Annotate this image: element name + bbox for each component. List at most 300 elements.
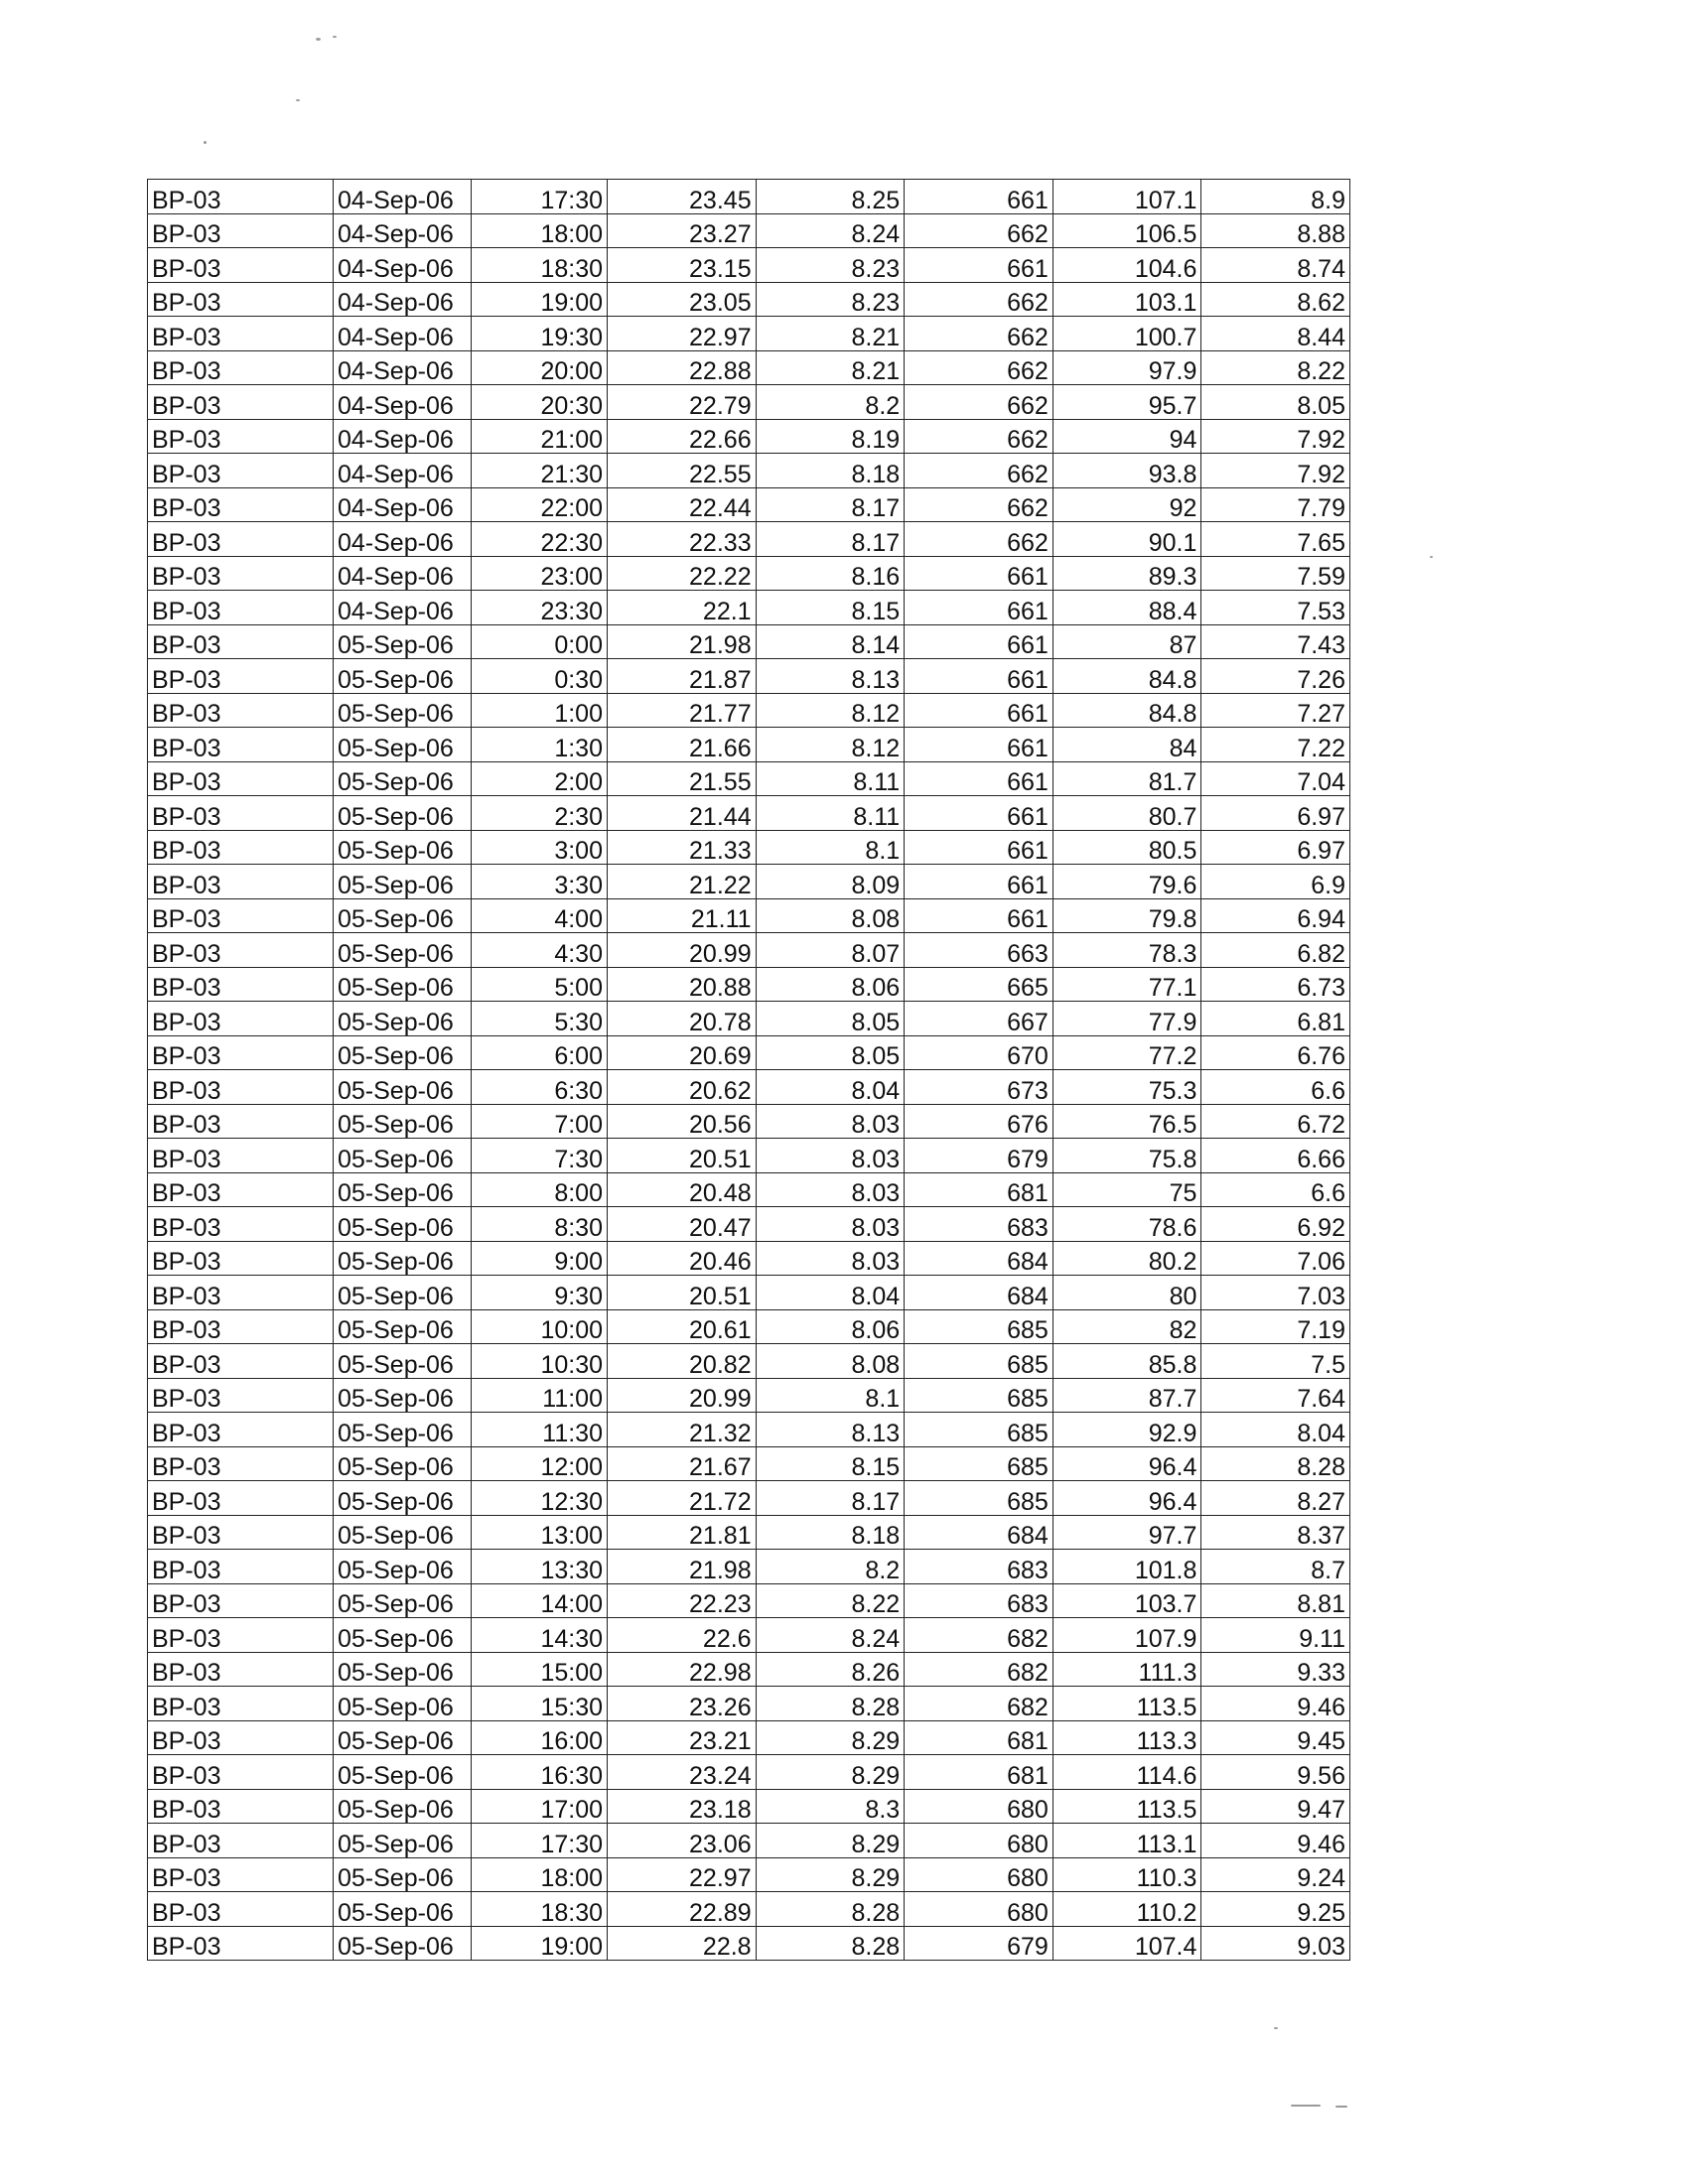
cell-site: BP-03 <box>148 454 334 488</box>
cell-date: 04-Sep-06 <box>334 522 472 557</box>
cell-val3: 663 <box>905 933 1053 968</box>
cell-date: 05-Sep-06 <box>334 1481 472 1516</box>
table-row <box>148 1207 1350 1242</box>
cell-val3: 679 <box>905 1926 1053 1961</box>
cell-val2: 8.28 <box>756 1926 905 1961</box>
cell-site: BP-03 <box>148 1070 334 1105</box>
table-row <box>148 1857 1350 1892</box>
cell-date: 05-Sep-06 <box>334 761 472 796</box>
cell-val5: 6.73 <box>1201 967 1350 1002</box>
cell-val4: 106.5 <box>1052 213 1201 248</box>
cell-date: 04-Sep-06 <box>334 317 472 351</box>
cell-site: BP-03 <box>148 1172 334 1207</box>
cell-site: BP-03 <box>148 1309 334 1344</box>
cell-val4: 93.8 <box>1052 454 1201 488</box>
cell-val3: 661 <box>905 624 1053 659</box>
cell-val3: 684 <box>905 1276 1053 1310</box>
table-row <box>148 1515 1350 1550</box>
cell-val5: 7.59 <box>1201 556 1350 591</box>
cell-time: 19:00 <box>472 282 608 317</box>
table-row <box>148 1687 1350 1721</box>
cell-val4: 101.8 <box>1052 1550 1201 1584</box>
cell-site: BP-03 <box>148 248 334 283</box>
cell-time: 15:00 <box>472 1652 608 1687</box>
cell-val4: 79.8 <box>1052 898 1201 933</box>
cell-val3: 684 <box>905 1515 1053 1550</box>
cell-time: 6:00 <box>472 1035 608 1070</box>
cell-val5: 8.74 <box>1201 248 1350 283</box>
cell-val1: 22.97 <box>608 1857 757 1892</box>
cell-val5: 9.46 <box>1201 1687 1350 1721</box>
cell-val1: 22.44 <box>608 487 757 522</box>
cell-val1: 23.15 <box>608 248 757 283</box>
cell-val1: 20.48 <box>608 1172 757 1207</box>
cell-val1: 22.89 <box>608 1892 757 1927</box>
cell-val3: 682 <box>905 1687 1053 1721</box>
cell-val4: 100.7 <box>1052 317 1201 351</box>
cell-time: 9:00 <box>472 1241 608 1276</box>
cell-val4: 92 <box>1052 487 1201 522</box>
cell-val4: 80.2 <box>1052 1241 1201 1276</box>
table-body <box>148 180 1350 1961</box>
table-row <box>148 1035 1350 1070</box>
cell-val3: 685 <box>905 1446 1053 1481</box>
cell-val2: 8.18 <box>756 1515 905 1550</box>
cell-val5: 6.6 <box>1201 1172 1350 1207</box>
cell-val5: 8.28 <box>1201 1446 1350 1481</box>
cell-time: 7:00 <box>472 1104 608 1139</box>
cell-val4: 77.9 <box>1052 1002 1201 1036</box>
cell-time: 16:30 <box>472 1755 608 1790</box>
table-row <box>148 1378 1350 1413</box>
cell-time: 10:30 <box>472 1344 608 1379</box>
cell-val5: 9.56 <box>1201 1755 1350 1790</box>
table-row <box>148 1241 1350 1276</box>
cell-val4: 107.4 <box>1052 1926 1201 1961</box>
cell-date: 05-Sep-06 <box>334 1583 472 1618</box>
cell-val4: 87.7 <box>1052 1378 1201 1413</box>
cell-site: BP-03 <box>148 591 334 625</box>
cell-val1: 22.8 <box>608 1926 757 1961</box>
cell-val4: 77.1 <box>1052 967 1201 1002</box>
cell-val4: 80 <box>1052 1276 1201 1310</box>
cell-site: BP-03 <box>148 967 334 1002</box>
cell-date: 04-Sep-06 <box>334 350 472 385</box>
cell-date: 05-Sep-06 <box>334 1824 472 1858</box>
cell-site: BP-03 <box>148 282 334 317</box>
cell-val3: 661 <box>905 693 1053 728</box>
cell-site: BP-03 <box>148 1413 334 1447</box>
cell-val4: 96.4 <box>1052 1446 1201 1481</box>
cell-site: BP-03 <box>148 898 334 933</box>
cell-val3: 661 <box>905 556 1053 591</box>
scan-speck <box>1291 2105 1321 2107</box>
cell-val5: 8.7 <box>1201 1550 1350 1584</box>
cell-val2: 8.03 <box>756 1241 905 1276</box>
cell-val1: 20.51 <box>608 1139 757 1173</box>
table-row <box>148 898 1350 933</box>
cell-val2: 8.07 <box>756 933 905 968</box>
cell-val5: 9.25 <box>1201 1892 1350 1927</box>
cell-site: BP-03 <box>148 350 334 385</box>
cell-site: BP-03 <box>148 556 334 591</box>
table-row <box>148 282 1350 317</box>
cell-val5: 7.64 <box>1201 1378 1350 1413</box>
cell-val4: 77.2 <box>1052 1035 1201 1070</box>
cell-val5: 8.04 <box>1201 1413 1350 1447</box>
cell-val3: 681 <box>905 1755 1053 1790</box>
cell-date: 05-Sep-06 <box>334 1378 472 1413</box>
cell-val2: 8.11 <box>756 761 905 796</box>
cell-val1: 20.78 <box>608 1002 757 1036</box>
cell-site: BP-03 <box>148 180 334 214</box>
cell-val3: 662 <box>905 213 1053 248</box>
cell-val1: 23.26 <box>608 1687 757 1721</box>
cell-site: BP-03 <box>148 693 334 728</box>
cell-site: BP-03 <box>148 1926 334 1961</box>
cell-val1: 20.46 <box>608 1241 757 1276</box>
cell-val4: 82 <box>1052 1309 1201 1344</box>
cell-val3: 680 <box>905 1824 1053 1858</box>
cell-val5: 9.11 <box>1201 1618 1350 1653</box>
cell-val1: 22.22 <box>608 556 757 591</box>
cell-val1: 20.47 <box>608 1207 757 1242</box>
table-row <box>148 1755 1350 1790</box>
cell-val3: 661 <box>905 898 1053 933</box>
cell-time: 22:30 <box>472 522 608 557</box>
table-row <box>148 1618 1350 1653</box>
cell-date: 04-Sep-06 <box>334 591 472 625</box>
cell-val1: 23.18 <box>608 1789 757 1824</box>
scan-speck <box>1335 2106 1347 2108</box>
cell-val4: 80.7 <box>1052 796 1201 831</box>
cell-val1: 21.67 <box>608 1446 757 1481</box>
cell-time: 13:00 <box>472 1515 608 1550</box>
cell-date: 05-Sep-06 <box>334 1172 472 1207</box>
cell-site: BP-03 <box>148 1241 334 1276</box>
cell-site: BP-03 <box>148 385 334 420</box>
cell-date: 05-Sep-06 <box>334 1207 472 1242</box>
table-row <box>148 728 1350 762</box>
cell-val2: 8.08 <box>756 1344 905 1379</box>
cell-date: 05-Sep-06 <box>334 659 472 694</box>
table-row <box>148 1070 1350 1105</box>
cell-val2: 8.24 <box>756 1618 905 1653</box>
cell-val3: 662 <box>905 487 1053 522</box>
table-row <box>148 865 1350 899</box>
cell-val3: 685 <box>905 1309 1053 1344</box>
table-row <box>148 1892 1350 1927</box>
cell-time: 10:00 <box>472 1309 608 1344</box>
cell-val1: 22.97 <box>608 317 757 351</box>
cell-date: 04-Sep-06 <box>334 454 472 488</box>
cell-time: 8:00 <box>472 1172 608 1207</box>
cell-date: 05-Sep-06 <box>334 1241 472 1276</box>
cell-site: BP-03 <box>148 1789 334 1824</box>
cell-date: 05-Sep-06 <box>334 1687 472 1721</box>
cell-val2: 8.21 <box>756 350 905 385</box>
cell-val1: 21.32 <box>608 1413 757 1447</box>
cell-val2: 8.26 <box>756 1652 905 1687</box>
table-row <box>148 1276 1350 1310</box>
cell-site: BP-03 <box>148 728 334 762</box>
table-row <box>148 522 1350 557</box>
cell-val2: 8.04 <box>756 1070 905 1105</box>
cell-date: 05-Sep-06 <box>334 898 472 933</box>
cell-val4: 107.9 <box>1052 1618 1201 1653</box>
scan-speck <box>316 38 321 41</box>
cell-val3: 662 <box>905 385 1053 420</box>
cell-val2: 8.12 <box>756 693 905 728</box>
cell-val1: 21.22 <box>608 865 757 899</box>
cell-val1: 20.99 <box>608 1378 757 1413</box>
cell-val4: 78.3 <box>1052 933 1201 968</box>
cell-val5: 9.03 <box>1201 1926 1350 1961</box>
cell-val4: 111.3 <box>1052 1652 1201 1687</box>
cell-site: BP-03 <box>148 1755 334 1790</box>
cell-val5: 7.22 <box>1201 728 1350 762</box>
table-row <box>148 1172 1350 1207</box>
cell-time: 1:00 <box>472 693 608 728</box>
cell-val2: 8.28 <box>756 1892 905 1927</box>
cell-val4: 113.1 <box>1052 1824 1201 1858</box>
cell-date: 04-Sep-06 <box>334 282 472 317</box>
table-row <box>148 1789 1350 1824</box>
cell-val3: 661 <box>905 865 1053 899</box>
cell-date: 05-Sep-06 <box>334 1413 472 1447</box>
cell-date: 05-Sep-06 <box>334 1002 472 1036</box>
cell-time: 2:30 <box>472 796 608 831</box>
cell-val4: 78.6 <box>1052 1207 1201 1242</box>
cell-val3: 685 <box>905 1344 1053 1379</box>
table-row <box>148 487 1350 522</box>
cell-val3: 680 <box>905 1857 1053 1892</box>
table-row <box>148 1481 1350 1516</box>
cell-site: BP-03 <box>148 659 334 694</box>
cell-val4: 80.5 <box>1052 830 1201 865</box>
cell-val5: 6.6 <box>1201 1070 1350 1105</box>
cell-time: 9:30 <box>472 1276 608 1310</box>
cell-val5: 7.92 <box>1201 419 1350 454</box>
cell-site: BP-03 <box>148 487 334 522</box>
cell-val3: 684 <box>905 1241 1053 1276</box>
cell-val4: 103.7 <box>1052 1583 1201 1618</box>
cell-date: 05-Sep-06 <box>334 1139 472 1173</box>
cell-val5: 7.06 <box>1201 1241 1350 1276</box>
cell-site: BP-03 <box>148 1276 334 1310</box>
table-row <box>148 761 1350 796</box>
cell-val2: 8.23 <box>756 248 905 283</box>
cell-val5: 6.94 <box>1201 898 1350 933</box>
cell-time: 0:00 <box>472 624 608 659</box>
cell-val4: 75 <box>1052 1172 1201 1207</box>
cell-val2: 8.2 <box>756 385 905 420</box>
cell-date: 05-Sep-06 <box>334 1550 472 1584</box>
cell-val4: 79.6 <box>1052 865 1201 899</box>
cell-time: 23:00 <box>472 556 608 591</box>
cell-val4: 89.3 <box>1052 556 1201 591</box>
cell-site: BP-03 <box>148 1481 334 1516</box>
cell-val4: 75.8 <box>1052 1139 1201 1173</box>
cell-date: 04-Sep-06 <box>334 385 472 420</box>
table-row <box>148 1413 1350 1447</box>
cell-val5: 7.5 <box>1201 1344 1350 1379</box>
cell-val5: 6.82 <box>1201 933 1350 968</box>
cell-date: 05-Sep-06 <box>334 1857 472 1892</box>
cell-site: BP-03 <box>148 830 334 865</box>
cell-val4: 95.7 <box>1052 385 1201 420</box>
cell-val1: 22.88 <box>608 350 757 385</box>
cell-val1: 23.06 <box>608 1824 757 1858</box>
cell-val1: 21.72 <box>608 1481 757 1516</box>
cell-val3: 682 <box>905 1652 1053 1687</box>
cell-val1: 21.81 <box>608 1515 757 1550</box>
cell-val1: 20.62 <box>608 1070 757 1105</box>
cell-time: 4:00 <box>472 898 608 933</box>
cell-date: 04-Sep-06 <box>334 487 472 522</box>
cell-time: 18:30 <box>472 248 608 283</box>
cell-val4: 84 <box>1052 728 1201 762</box>
cell-val1: 22.33 <box>608 522 757 557</box>
cell-time: 15:30 <box>472 1687 608 1721</box>
cell-val5: 7.65 <box>1201 522 1350 557</box>
cell-val2: 8.03 <box>756 1172 905 1207</box>
cell-time: 23:30 <box>472 591 608 625</box>
cell-site: BP-03 <box>148 1207 334 1242</box>
cell-time: 5:30 <box>472 1002 608 1036</box>
cell-val2: 8.22 <box>756 1583 905 1618</box>
cell-val3: 683 <box>905 1550 1053 1584</box>
table-row <box>148 1926 1350 1961</box>
table-row <box>148 1583 1350 1618</box>
data-table <box>147 179 1350 1961</box>
cell-date: 05-Sep-06 <box>334 1926 472 1961</box>
cell-date: 05-Sep-06 <box>334 1652 472 1687</box>
cell-val5: 6.66 <box>1201 1139 1350 1173</box>
cell-val1: 22.23 <box>608 1583 757 1618</box>
cell-val4: 88.4 <box>1052 591 1201 625</box>
cell-val3: 661 <box>905 796 1053 831</box>
table-row <box>148 796 1350 831</box>
cell-val4: 76.5 <box>1052 1104 1201 1139</box>
cell-val5: 8.22 <box>1201 350 1350 385</box>
cell-val5: 9.24 <box>1201 1857 1350 1892</box>
cell-site: BP-03 <box>148 1583 334 1618</box>
cell-site: BP-03 <box>148 1824 334 1858</box>
scan-speck <box>1274 2027 1278 2029</box>
cell-val2: 8.25 <box>756 180 905 214</box>
cell-val4: 113.3 <box>1052 1720 1201 1755</box>
cell-val1: 20.61 <box>608 1309 757 1344</box>
cell-time: 8:30 <box>472 1207 608 1242</box>
cell-val2: 8.1 <box>756 830 905 865</box>
cell-time: 17:30 <box>472 180 608 214</box>
cell-time: 20:00 <box>472 350 608 385</box>
cell-val1: 23.21 <box>608 1720 757 1755</box>
table-row <box>148 591 1350 625</box>
cell-val1: 20.99 <box>608 933 757 968</box>
cell-date: 04-Sep-06 <box>334 556 472 591</box>
cell-time: 4:30 <box>472 933 608 968</box>
cell-val1: 20.51 <box>608 1276 757 1310</box>
cell-site: BP-03 <box>148 865 334 899</box>
cell-time: 17:00 <box>472 1789 608 1824</box>
cell-time: 21:30 <box>472 454 608 488</box>
cell-val2: 8.08 <box>756 898 905 933</box>
cell-date: 05-Sep-06 <box>334 967 472 1002</box>
cell-time: 12:30 <box>472 1481 608 1516</box>
cell-val3: 662 <box>905 350 1053 385</box>
cell-val5: 7.26 <box>1201 659 1350 694</box>
cell-val4: 103.1 <box>1052 282 1201 317</box>
cell-val3: 679 <box>905 1139 1053 1173</box>
table-row <box>148 1139 1350 1173</box>
cell-val4: 110.2 <box>1052 1892 1201 1927</box>
cell-val4: 94 <box>1052 419 1201 454</box>
cell-val1: 21.77 <box>608 693 757 728</box>
cell-val2: 8.28 <box>756 1687 905 1721</box>
cell-site: BP-03 <box>148 1720 334 1755</box>
cell-val5: 7.92 <box>1201 454 1350 488</box>
cell-val1: 22.79 <box>608 385 757 420</box>
cell-date: 05-Sep-06 <box>334 933 472 968</box>
cell-val2: 8.05 <box>756 1002 905 1036</box>
cell-date: 05-Sep-06 <box>334 1618 472 1653</box>
cell-time: 6:30 <box>472 1070 608 1105</box>
table-row <box>148 1344 1350 1379</box>
cell-time: 21:00 <box>472 419 608 454</box>
table-row <box>148 1652 1350 1687</box>
cell-val3: 670 <box>905 1035 1053 1070</box>
cell-date: 04-Sep-06 <box>334 419 472 454</box>
cell-val5: 6.81 <box>1201 1002 1350 1036</box>
table-row <box>148 454 1350 488</box>
cell-time: 20:30 <box>472 385 608 420</box>
cell-date: 05-Sep-06 <box>334 728 472 762</box>
cell-val3: 667 <box>905 1002 1053 1036</box>
cell-val2: 8.29 <box>756 1755 905 1790</box>
cell-site: BP-03 <box>148 1139 334 1173</box>
cell-val4: 87 <box>1052 624 1201 659</box>
cell-site: BP-03 <box>148 761 334 796</box>
cell-val5: 6.97 <box>1201 830 1350 865</box>
cell-date: 04-Sep-06 <box>334 180 472 214</box>
cell-val5: 8.37 <box>1201 1515 1350 1550</box>
table-row <box>148 419 1350 454</box>
cell-time: 22:00 <box>472 487 608 522</box>
cell-val1: 21.66 <box>608 728 757 762</box>
cell-site: BP-03 <box>148 1618 334 1653</box>
cell-val1: 23.45 <box>608 180 757 214</box>
cell-date: 05-Sep-06 <box>334 865 472 899</box>
cell-val3: 680 <box>905 1892 1053 1927</box>
cell-val2: 8.13 <box>756 659 905 694</box>
cell-val5: 8.9 <box>1201 180 1350 214</box>
cell-val3: 661 <box>905 830 1053 865</box>
cell-val1: 23.05 <box>608 282 757 317</box>
cell-val4: 84.8 <box>1052 659 1201 694</box>
cell-val5: 9.45 <box>1201 1720 1350 1755</box>
cell-val4: 113.5 <box>1052 1687 1201 1721</box>
cell-val2: 8.05 <box>756 1035 905 1070</box>
cell-site: BP-03 <box>148 1687 334 1721</box>
scan-speck <box>204 141 207 144</box>
cell-time: 11:00 <box>472 1378 608 1413</box>
cell-val4: 110.3 <box>1052 1857 1201 1892</box>
cell-site: BP-03 <box>148 1104 334 1139</box>
cell-time: 3:00 <box>472 830 608 865</box>
table-row <box>148 180 1350 214</box>
